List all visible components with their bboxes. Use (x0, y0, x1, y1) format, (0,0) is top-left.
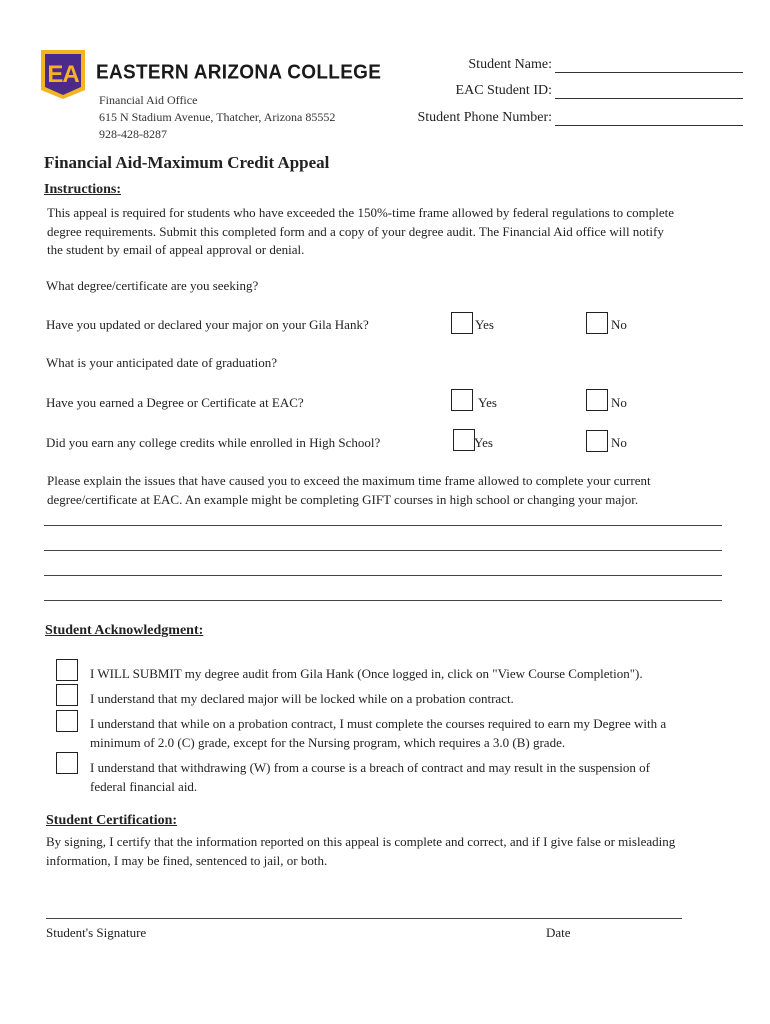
instructions-heading: Instructions: (44, 182, 122, 197)
form-title: Financial Aid-Maximum Credit Appeal (44, 153, 330, 172)
svg-text:EA: EA (47, 61, 79, 88)
student-phone-field[interactable] (555, 125, 743, 126)
high-school-credits-no-checkbox[interactable] (586, 430, 608, 452)
updated-major-question: Have you updated or declared your major on your Gila Hank? (46, 317, 369, 332)
instructions-text: This appeal is required for students who have exceeded the 150%-time frame allowed by federal regulations to complete degree requirements. Submit this completed form and a copy of your degree audit. The Financial Aid office will notify the student by email of appeal approval or denial. (47, 205, 675, 257)
signature-line[interactable] (46, 918, 682, 919)
certification-text: By signing, I certify that the information reported on this appeal is complete and correct, and if I give false or misleading information, I may be fined, sentenced to jail, or both. (46, 834, 676, 868)
acknowledgment-heading: Student Acknowledgment: (45, 623, 204, 638)
office-address: 615 N Stadium Avenue, Thatcher, Arizona 85552 (99, 110, 336, 124)
student-name-label: Student Name: (468, 57, 552, 72)
office-phone: 928-428-8287 (99, 127, 167, 141)
college-name: EASTERN ARIZONA COLLEGE (96, 61, 382, 84)
high-school-credits-no-label: No (611, 435, 627, 450)
student-name-field[interactable] (555, 72, 743, 73)
ack-grade-requirement-text: I understand that while on a probation contract, I must complete the courses required to earn my Degree with a minimum of 2.0 (C) grade, except for the Nursing program, which requires a 3.0 (B) grade. (90, 716, 667, 750)
ack-audit-text: I WILL SUBMIT my degree audit from Gila Hank (Once logged in, click on "View Course Completion"). (90, 666, 643, 681)
explain-line-2[interactable] (44, 550, 722, 551)
updated-major-no-label: No (611, 317, 627, 332)
earned-degree-yes-label: Yes (478, 395, 497, 410)
degree-seeking-question: What degree/certificate are you seeking? (46, 278, 259, 293)
student-id-field[interactable] (555, 98, 743, 99)
date-label: Date (546, 925, 571, 940)
student-id-label: EAC Student ID: (455, 83, 552, 98)
student-phone-label: Student Phone Number: (417, 110, 552, 125)
earned-degree-no-label: No (611, 395, 627, 410)
high-school-credits-yes-checkbox[interactable] (453, 429, 475, 451)
explain-line-4[interactable] (44, 600, 722, 601)
explain-line-3[interactable] (44, 575, 722, 576)
updated-major-yes-label: Yes (475, 317, 494, 332)
explain-prompt: Please explain the issues that have caused you to exceed the maximum time frame allowed to complete your current degree/certificate at EAC. An example might be completing GIFT courses in high school or changing your major. (47, 473, 651, 507)
explain-line-1[interactable] (44, 525, 722, 526)
grad-date-question: What is your anticipated date of graduation? (46, 355, 278, 370)
high-school-credits-yes-label: Yes (474, 435, 493, 450)
earned-degree-no-checkbox[interactable] (586, 389, 608, 411)
ack-audit-checkbox[interactable] (56, 659, 78, 681)
college-logo (40, 49, 86, 100)
ack-withdrawal-text: I understand that withdrawing (W) from a course is a breach of contract and may result in the suspension of federal financial aid. (90, 760, 650, 794)
signature-label: Student's Signature (46, 925, 147, 940)
office-name: Financial Aid Office (99, 93, 198, 107)
updated-major-no-checkbox[interactable] (586, 312, 608, 334)
certification-heading: Student Certification: (46, 813, 178, 828)
ack-grade-requirement-checkbox[interactable] (56, 710, 78, 732)
updated-major-yes-checkbox[interactable] (451, 312, 473, 334)
ack-major-locked-checkbox[interactable] (56, 684, 78, 706)
ack-withdrawal-checkbox[interactable] (56, 752, 78, 774)
high-school-credits-question: Did you earn any college credits while enrolled in High School? (46, 435, 381, 450)
ack-major-locked-text: I understand that my declared major will be locked while on a probation contract. (90, 691, 514, 706)
earned-degree-yes-checkbox[interactable] (451, 389, 473, 411)
earned-degree-question: Have you earned a Degree or Certificate at EAC? (46, 395, 304, 410)
